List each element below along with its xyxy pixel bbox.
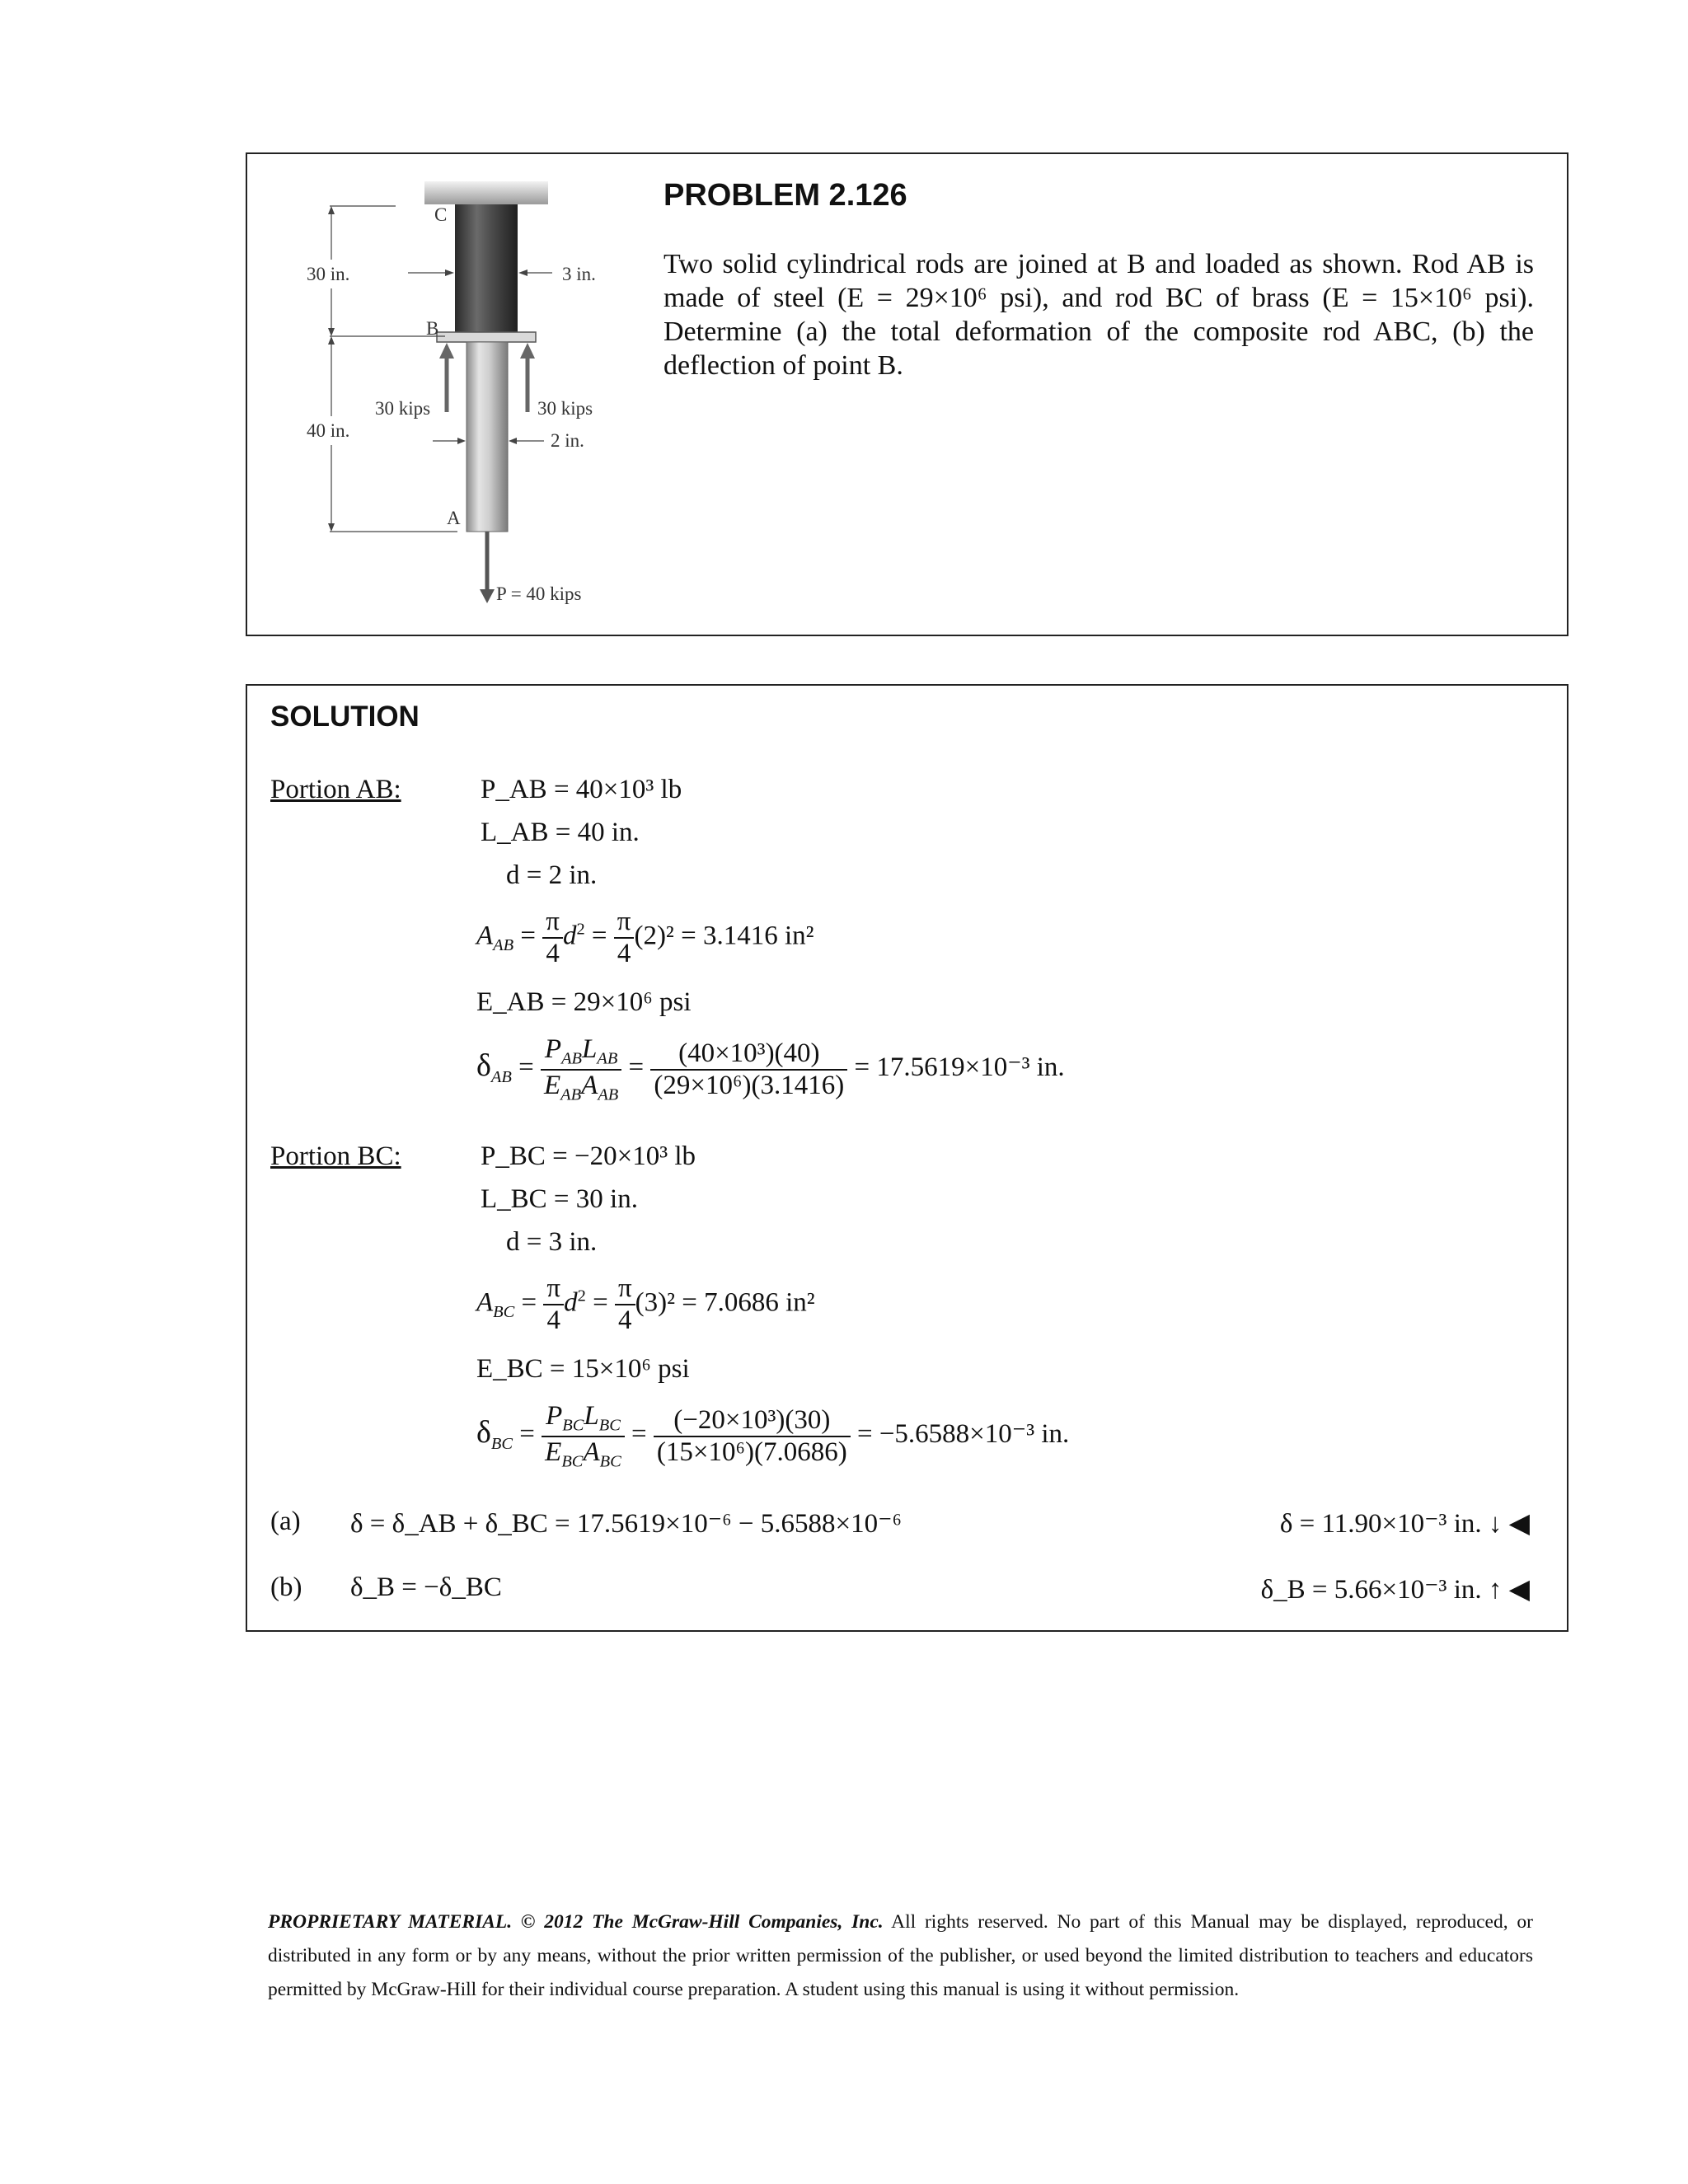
ceiling-support bbox=[424, 181, 548, 204]
delta-ab-substitution: $\frac{\text{(40×10³)(40)}}{\text{(29×10⁶)(3.1416)}}$ bbox=[650, 1038, 847, 1101]
delta-bc-eq: $\delta_{BC}$ = $\frac{P_{BC}L_{BC}}{E_{BC}A_{BC}}$ = $\frac{\text{(−20×10³)(30)}}{\text{(15×10⁶)(7.0686)}}$ = −5.6588×10⁻³ in. bbox=[476, 1401, 1070, 1471]
d-bc-eq: d = 3 in. bbox=[506, 1227, 598, 1257]
part-a-answer: δ = 11.90×10⁻³ in. ↓ ◀ bbox=[1279, 1509, 1530, 1539]
label-dim-lower: 40 in. bbox=[307, 420, 350, 441]
portion-ab-label: Portion AB: bbox=[270, 775, 401, 804]
label-point-a: A bbox=[447, 508, 461, 528]
delta-bc-result: = −5.6588×10⁻³ in. bbox=[856, 1419, 1070, 1450]
solution-box bbox=[246, 684, 1568, 1632]
copyright-footer bbox=[268, 1905, 1533, 2007]
p-ab-eq: P_AB = 40×10³ lb bbox=[481, 775, 682, 804]
label-load-left: 30 kips bbox=[375, 398, 431, 419]
pi-over-4-fraction: $\frac{\pi}{4}$ bbox=[543, 1273, 564, 1336]
a-ab-value: (2)² bbox=[634, 921, 674, 951]
delta-ab-formula: $\frac{P_{AB}L_{AB}}{E_{AB}A_{AB}}$ bbox=[541, 1034, 621, 1104]
pi-over-4-fraction: $\frac{\pi}{4}$ bbox=[614, 907, 635, 969]
label-diam-upper: 3 in. bbox=[562, 264, 596, 284]
load-right-arrow bbox=[520, 343, 535, 359]
a-bc-result: = 7.0686 in² bbox=[682, 1287, 815, 1318]
label-load-right: 30 kips bbox=[537, 398, 593, 419]
part-a-expression: δ = δ_AB + δ_BC = 17.5619×10⁻⁶ − 5.6588×10⁻⁶ bbox=[350, 1509, 903, 1539]
footer-lead: PROPRIETARY MATERIAL. © 2012 The McGraw-Hill Companies, Inc. bbox=[268, 1911, 884, 1933]
label-diam-lower: 2 in. bbox=[551, 430, 584, 451]
a-ab-result: = 3.1416 in² bbox=[681, 921, 814, 951]
load-p-arrow bbox=[480, 589, 495, 603]
e-bc-eq: E_BC = 15×10⁶ psi bbox=[476, 1354, 690, 1384]
a-bc-eq: $A_{BC}$ = $\frac{\pi}{4}$ $d^2$ = $\frac{\pi}{4}$ (3)² = 7.0686 in² bbox=[476, 1273, 815, 1335]
delta-bc-substitution: $\frac{\text{(−20×10³)(30)}}{\text{(15×10⁶)(7.0686)}}$ bbox=[654, 1405, 851, 1468]
pi-over-4-fraction: $\frac{\pi}{4}$ bbox=[542, 907, 563, 969]
part-b-expression: δ_B = −δ_BC bbox=[350, 1572, 502, 1602]
l-bc-eq: L_BC = 30 in. bbox=[481, 1184, 638, 1214]
label-point-b: B bbox=[426, 318, 439, 339]
rod-bc bbox=[455, 204, 518, 332]
p-bc-eq: P_BC = −20×10³ lb bbox=[481, 1141, 696, 1171]
part-b-label: (b) bbox=[270, 1572, 302, 1602]
label-load-p: P = 40 kips bbox=[496, 583, 582, 604]
delta-ab-eq: $\delta_{AB}$ = $\frac{P_{AB}L_{AB}}{E_{AB}A_{AB}}$ = $\frac{\text{(40×10³)(40)}}{\text{(29×10⁶)(3.1416)}}$ = 17.5619×10⁻³ in. bbox=[476, 1034, 1065, 1104]
a-bc-value: (3)² bbox=[635, 1287, 675, 1318]
solution-title: SOLUTION bbox=[270, 701, 420, 733]
a-ab-eq: $A_{AB}$ = $\frac{\pi}{4}$ $d^2$ = $\frac{\pi}{4}$ (2)² = 3.1416 in² bbox=[476, 907, 814, 968]
label-point-c: C bbox=[434, 204, 448, 225]
rod-ab bbox=[467, 342, 508, 532]
footer-body: All rights reserved. No part of this Manual may be displayed, reproduced, or distributed in any form or by any means, without the prior written permission of the publisher, or used beyond the limited distribution to teachers and educators permitted by McGraw-Hill for their individual course preparation. A student using this manual is using it without permission. bbox=[268, 1911, 1533, 2000]
label-dim-upper: 30 in. bbox=[307, 264, 350, 284]
delta-bc-formula: $\frac{P_{BC}L_{BC}}{E_{BC}A_{BC}}$ bbox=[542, 1401, 625, 1471]
part-a-label: (a) bbox=[270, 1507, 301, 1536]
problem-statement: Two solid cylindrical rods are joined at B and loaded as shown. Rod AB is made of steel (E = 29×10⁶ psi), and rod BC of brass (E = 15×10⁶ psi). Determine (a) the total deformation of the composite rod ABC, (b) the deflection of point B. bbox=[663, 249, 1534, 381]
l-ab-eq: L_AB = 40 in. bbox=[481, 818, 640, 847]
portion-bc-label: Portion BC: bbox=[270, 1141, 401, 1171]
e-ab-eq: E_AB = 29×10⁶ psi bbox=[476, 987, 692, 1017]
delta-ab-result: = 17.5619×10⁻³ in. bbox=[854, 1052, 1065, 1083]
flange-b bbox=[437, 332, 536, 342]
load-left-arrow bbox=[439, 343, 454, 359]
d-ab-eq: d = 2 in. bbox=[506, 860, 598, 890]
pi-over-4-fraction: $\frac{\pi}{4}$ bbox=[615, 1273, 635, 1336]
rod-figure bbox=[272, 165, 659, 626]
part-b-answer: δ_B = 5.66×10⁻³ in. ↑ ◀ bbox=[1260, 1575, 1530, 1605]
problem-title: PROBLEM 2.126 bbox=[663, 178, 907, 213]
